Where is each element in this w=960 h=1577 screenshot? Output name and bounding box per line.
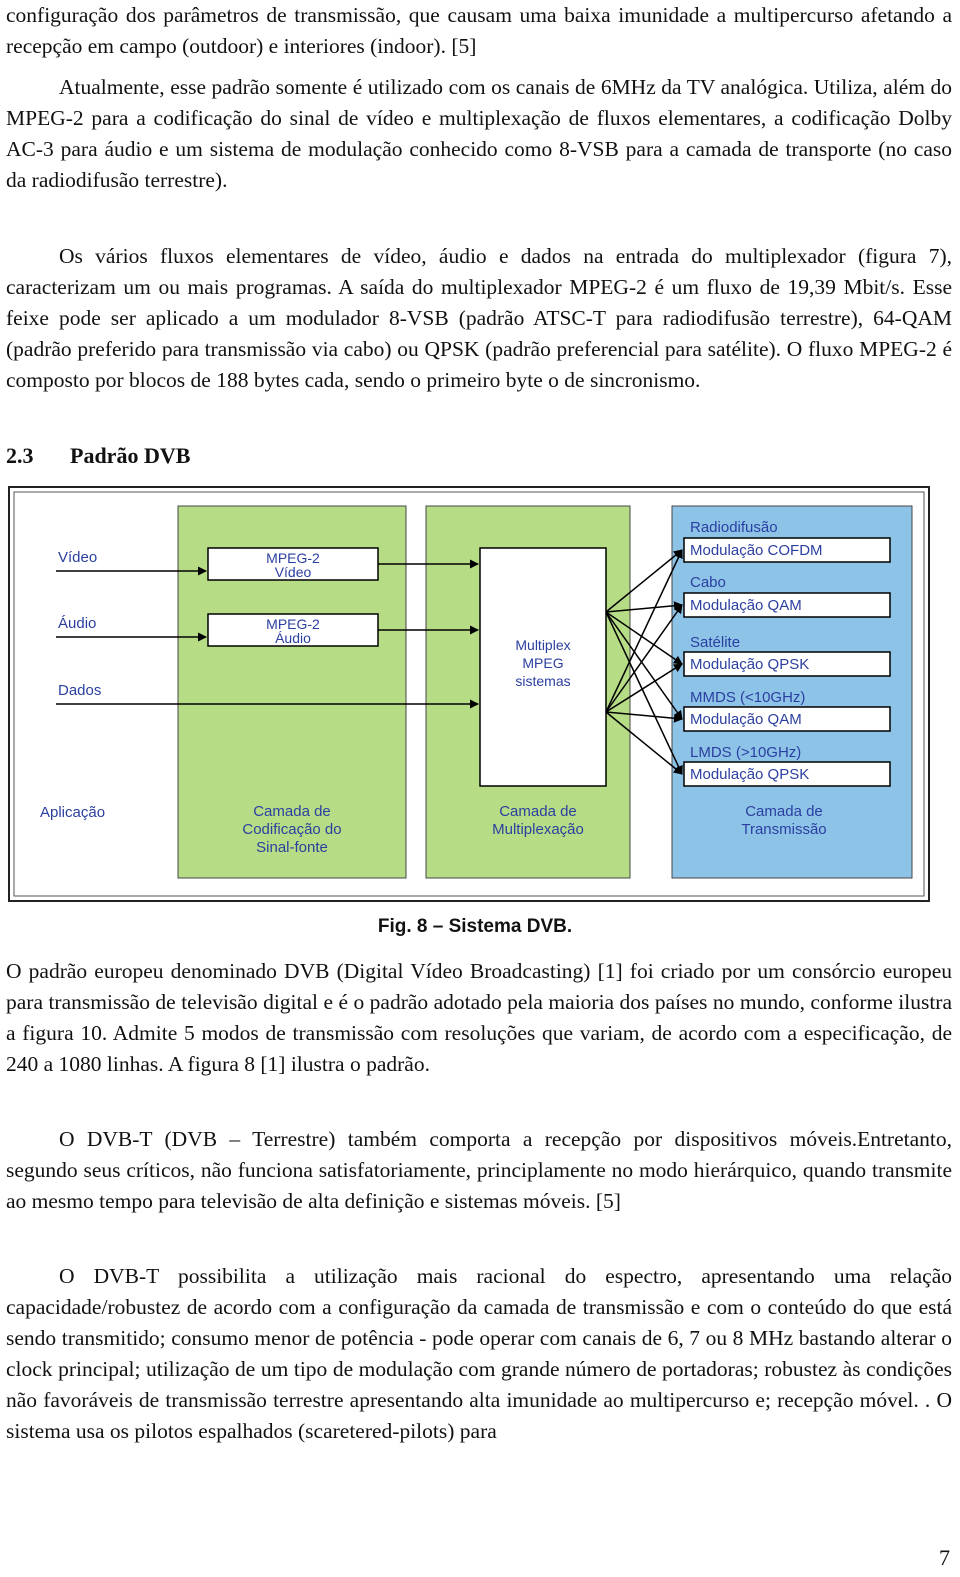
svg-text:Sinal-fonte: Sinal-fonte bbox=[256, 839, 328, 856]
section-heading bbox=[6, 440, 190, 472]
figure-caption: Fig. 8 – Sistema DVB. bbox=[377, 916, 573, 937]
svg-text:Cabo: Cabo bbox=[690, 574, 726, 591]
section-number: 2.3 bbox=[6, 443, 34, 468]
dvb-system-diagram bbox=[8, 486, 930, 902]
svg-text:Vídeo: Vídeo bbox=[274, 564, 312, 580]
svg-text:MPEG: MPEG bbox=[522, 655, 564, 671]
mpeg-multiplex-box bbox=[480, 548, 606, 786]
mpeg2-audio-encoder bbox=[208, 614, 378, 646]
paragraph-streams: Os vários fluxos elementares de vídeo, áudio e dados na entrada do multiplexador (figura 7), caracterizam um ou mais programas. A saída do multiplexador MPEG-2 é um fluxo de 19,39 Mbit/s. Esse feixe pode ser aplicado a um modulador 8-VSB (padrão ATSC-T para radiodifusão terrestre), 64-QAM (padrão preferido para transmissão via cabo) ou QPSK (padrão preferencial para satélite). O fluxo MPEG-2 é composto por blocos de 188 bytes cada, sendo o primeiro byte o de sincronismo. bbox=[6, 244, 952, 392]
paragraph-dvbt-2: O DVB-T possibilita a utilização mais racional do espectro, apresentando uma relação capacidade/robustez de acordo com a configuração da camada de transmissão e com o conteúdo do que está sendo transmitido; consumo menor de potência - pode operar com canais de 6, 7 ou 8 MHz bastando alterar o clock principal; utilização de um tipo de modulação com grande número de portadoras; robustez às condições não favoráveis de transmissão terrestre apresentando alta imunidade ao multipercurso e; recepção móvel. . O sistema usa os pilotos espalhados (scaretered-pilots) para bbox=[6, 1264, 952, 1443]
svg-text:MMDS (<10GHz): MMDS (<10GHz) bbox=[690, 689, 806, 706]
svg-text:sistemas: sistemas bbox=[515, 673, 571, 689]
layer-label-transmission bbox=[741, 803, 826, 838]
mpeg2-video-encoder bbox=[208, 548, 378, 580]
svg-text:Satélite: Satélite bbox=[690, 634, 741, 651]
svg-text:Modulação QAM: Modulação QAM bbox=[690, 711, 802, 728]
svg-text:Radiodifusão: Radiodifusão bbox=[690, 519, 778, 536]
svg-text:Camada de: Camada de bbox=[745, 803, 823, 820]
svg-text:Multiplexação: Multiplexação bbox=[492, 821, 584, 838]
input-label-video: Vídeo bbox=[58, 549, 98, 566]
paragraph-dvb: O padrão europeu denominado DVB (Digital Vídeo Broadcasting) [1] foi criado por um consórcio europeu para transmissão de televisão digital e é o padrão adotado pela maioria dos países no mundo, conforme ilustra a figura 10. Admite 5 modos de transmissão com resoluções que variam, de acordo com a especificação, de 240 a 1080 linhas. A figura 8 [1] ilustra o padrão. bbox=[6, 959, 952, 1076]
svg-text:Modulação COFDM: Modulação COFDM bbox=[690, 542, 823, 559]
svg-text:Transmissão: Transmissão bbox=[741, 821, 827, 838]
paragraph-continuation: configuração dos parâmetros de transmissão, que causam uma baixa imunidade a multipercurso afetando a recepção em campo (outdoor) e interiores (indoor). [5] bbox=[6, 3, 952, 58]
svg-text:Camada de: Camada de bbox=[499, 803, 577, 820]
svg-text:Modulação QPSK: Modulação QPSK bbox=[690, 766, 810, 783]
layer-label-multiplexing bbox=[492, 803, 584, 838]
input-label-data: Dados bbox=[58, 682, 102, 699]
svg-text:Modulação QAM: Modulação QAM bbox=[690, 597, 802, 614]
svg-text:Camada de: Camada de bbox=[253, 803, 331, 820]
svg-text:MPEG-2: MPEG-2 bbox=[266, 550, 320, 566]
page-number: 7 bbox=[939, 1545, 950, 1570]
svg-text:MPEG-2: MPEG-2 bbox=[266, 616, 320, 632]
section-title: Padrão DVB bbox=[70, 443, 191, 468]
application-label: Aplicação bbox=[40, 804, 106, 821]
svg-text:LMDS (>10GHz): LMDS (>10GHz) bbox=[690, 744, 802, 761]
svg-text:Modulação QPSK: Modulação QPSK bbox=[690, 656, 810, 673]
input-label-audio: Áudio bbox=[58, 615, 97, 632]
layer-label-source bbox=[242, 803, 341, 856]
svg-text:Áudio: Áudio bbox=[275, 630, 311, 646]
svg-text:Codificação do: Codificação do bbox=[242, 821, 342, 838]
paragraph-dvbt-1: O DVB-T (DVB – Terrestre) também comporta a recepção por dispositivos móveis.Entretanto, segundo seus críticos, não funciona satisfatoriamente, principlamente no modo hierárquico, quando transmite ao mesmo tempo para televisão de alta definição e sistemas móveis. [5] bbox=[6, 1127, 952, 1213]
paragraph-atsc: Atualmente, esse padrão somente é utilizado com os canais de 6MHz da TV analógica. Utiliza, além do MPEG-2 para a codificação do sinal de vídeo e multiplexação de fluxos elementares, a codificação Dolby AC-3 para áudio e um sistema de modulação conhecido como 8-VSB para a camada de transporte (no caso da radiodifusão terrestre). bbox=[6, 75, 952, 192]
svg-text:Multiplex: Multiplex bbox=[515, 637, 571, 653]
